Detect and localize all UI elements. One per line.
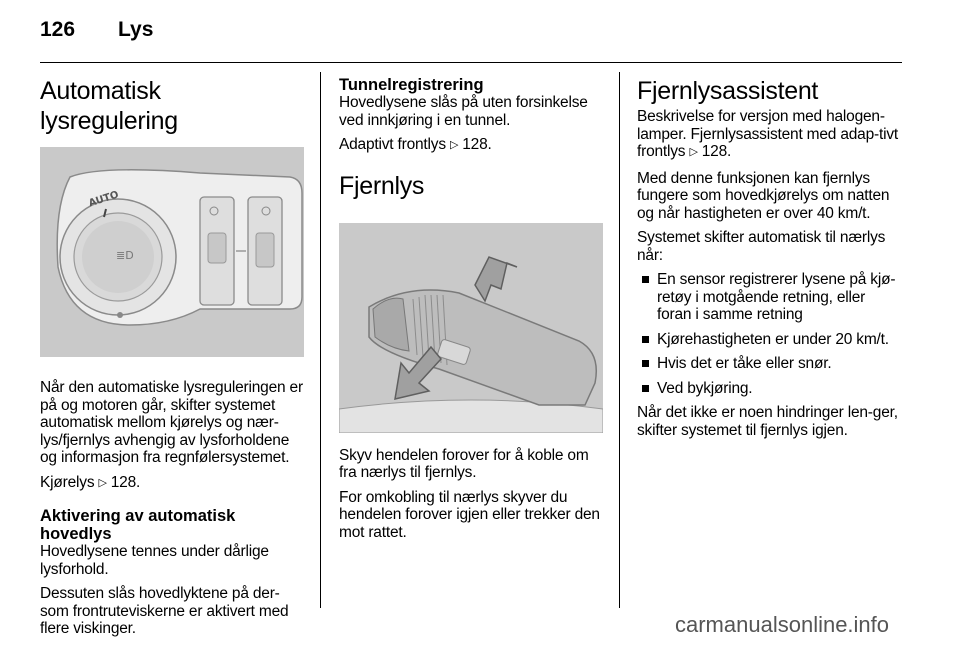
watermark: carmanualsonline.info (675, 612, 890, 637)
column-3 (637, 76, 903, 446)
heading-fjernlys: Fjernlys (339, 171, 425, 200)
paragraph-switch-when: Systemet skifter automatisk til nærlys når: (637, 229, 886, 264)
heading-fjernlysassistent: Fjernlysassistent (637, 77, 819, 105)
list-item: Hvis det er tåke eller snør. (637, 355, 903, 373)
paragraph-halogen: Beskrivelse for versjon med halogen-lamper. Fjernlysassistent med adap-tivt frontlys ▷ 128. (637, 108, 903, 163)
paragraph-auto-light-desc: Når den automatiske lysreguleringen er på og motoren går, skifter systemet automatisk mellom kjørelys og nær-lys/fjernlys avhengig av lysforholdene og informasjon fra regnfølersystemet. (40, 379, 303, 466)
heading-automatisk-lysregulering: Automatisk lysregulering (40, 77, 178, 135)
reference-arrow-icon: ▷ 128. (99, 474, 141, 491)
page-number: 126 (40, 18, 76, 41)
paragraph-function: Med denne funksjonen kan fjernlys fungere som hovedkjørelys om natten og når hastigheten er over 40 km/t. (637, 169, 890, 222)
paragraph-activation-2: Dessuten slås hovedlyktene på der-som frontruteviskerne er aktivert med flere viskinger. (40, 585, 289, 637)
paragraph-tunnel: Hovedlysene slås på uten forsinkelse ved innkjøring i en tunnel. (339, 94, 588, 129)
auto-label: AUTO (87, 189, 121, 210)
list-item: Kjørehastigheten er under 20 km/t. (637, 331, 903, 349)
header-divider (40, 62, 902, 63)
paragraph-low-beam: For omkobling til nærlys skyver du hendelen forover igjen eller trekker den mot rattet. (339, 488, 600, 541)
column-divider-2 (619, 72, 620, 608)
list-item: En sensor registrerer lysene på kjø-retøy i motgående retning, eller foran i samme retning (637, 271, 903, 324)
paragraph-adaptive: Adaptivt frontlys ▷ 128. (339, 136, 603, 156)
column-1 (40, 76, 304, 645)
conditions-list (637, 271, 903, 397)
paragraph-activation-1: Hovedlysene tennes under dårlige lysforhold. (40, 543, 269, 578)
column-divider-1 (320, 72, 321, 608)
heading-activation: Aktivering av automatisk hovedlys (40, 507, 236, 543)
list-item: Ved bykjøring. (637, 380, 903, 398)
svg-text:≣D: ≣D (116, 249, 134, 262)
reference-arrow-icon: ▷ 128. (450, 136, 492, 153)
lever-illustration (339, 223, 603, 433)
light-switch-figure (40, 147, 304, 357)
paragraph-no-obstacles: Når det ikke er noen hindringer len-ger, skifter systemet til fjernlys igjen. (637, 404, 898, 439)
heading-tunnel: Tunnelregistrering (339, 76, 484, 94)
section-title: Lys (118, 18, 154, 41)
lever-figure (339, 223, 603, 433)
column-2 (339, 76, 603, 548)
paragraph-push-lever: Skyv hendelen forover for å koble om fra nærlys til fjernlys. (339, 446, 589, 481)
reference-arrow-icon: ▷ 128. (689, 143, 731, 160)
paragraph-running-lights: Kjørelys ▷ 128. (40, 474, 304, 494)
light-switch-illustration (40, 147, 304, 357)
